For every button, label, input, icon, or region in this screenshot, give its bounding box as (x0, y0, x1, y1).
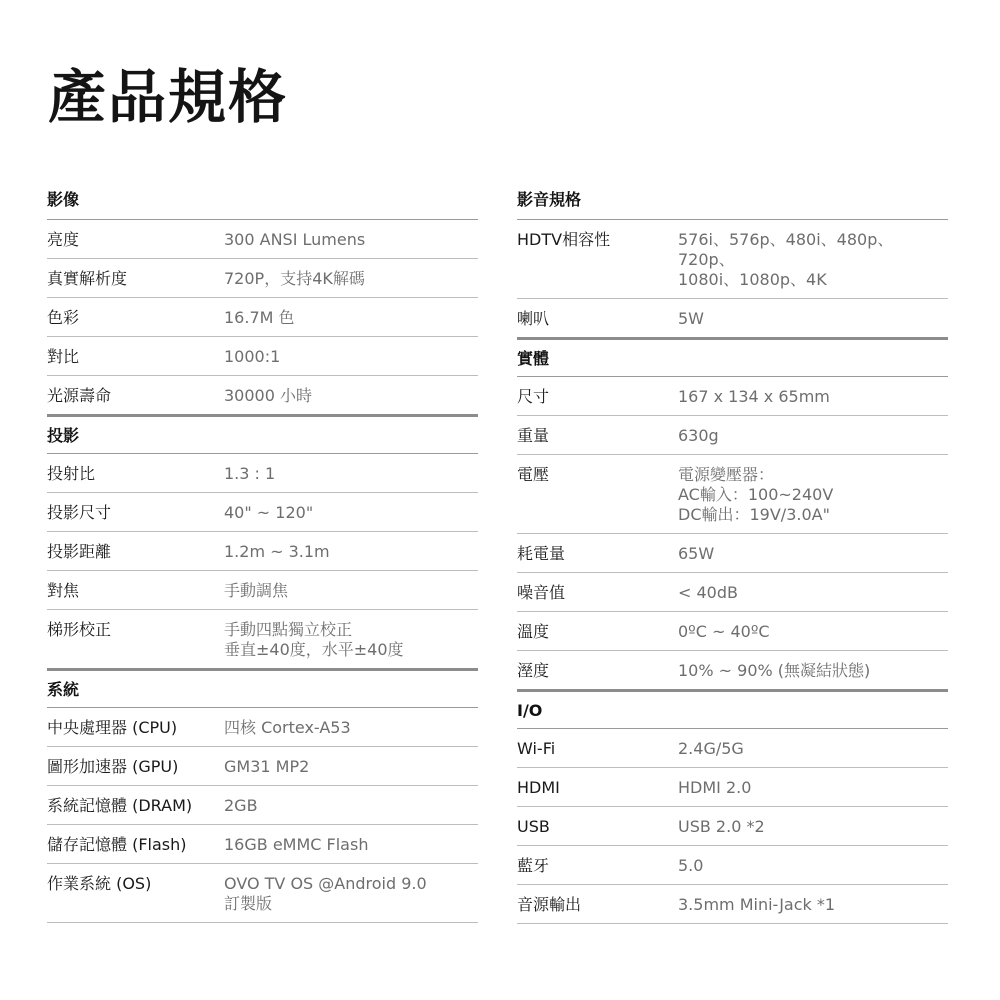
spec-value: 65W (678, 544, 715, 563)
spec-key: 重量 (517, 426, 550, 445)
spec-key: 噪音值 (517, 583, 566, 602)
spec-value: 0ºC ~ 40ºC (678, 622, 770, 641)
spec-row (47, 337, 478, 376)
spec-key: 儲存記憶體 (Flash) (47, 835, 187, 854)
spec-value: 電源變壓器： AC輸入：100~240V DC輸出：19V/3.0A" (678, 465, 834, 524)
spec-key: 投射比 (47, 464, 96, 483)
spec-row (517, 534, 948, 573)
spec-value: 16GB eMMC Flash (224, 835, 369, 854)
spec-value: 手動調焦 (224, 581, 289, 600)
spec-value: 720P，支持4K解碼 (224, 269, 365, 288)
spec-row (517, 885, 948, 924)
spec-row (47, 786, 478, 825)
spec-value: OVO TV OS @Android 9.0 訂製版 (224, 874, 427, 913)
spec-row (517, 846, 948, 885)
spec-value: < 40dB (678, 583, 738, 602)
spec-row (517, 729, 948, 768)
spec-row (47, 708, 478, 747)
spec-value: 630g (678, 426, 719, 445)
spec-row (47, 571, 478, 610)
spec-key: 真實解析度 (47, 269, 128, 288)
spec-value: 2GB (224, 796, 258, 815)
spec-row (47, 610, 478, 671)
spec-key: 電壓 (517, 465, 550, 484)
spec-value: 300 ANSI Lumens (224, 230, 366, 249)
spec-row (47, 825, 478, 864)
spec-key: USB (517, 817, 550, 836)
spec-key: 梯形校正 (47, 620, 112, 639)
spec-key: HDMI (517, 778, 560, 797)
spec-key: 對比 (47, 347, 80, 366)
spec-key: 耗電量 (517, 544, 566, 563)
spec-column-right (517, 183, 948, 924)
spec-key: 作業系統 (OS) (47, 874, 152, 893)
spec-value: 16.7M 色 (224, 308, 295, 327)
section-heading-io: I/O (517, 692, 948, 729)
spec-value: 1000:1 (224, 347, 281, 366)
spec-key: Wi-Fi (517, 739, 556, 758)
spec-value: HDMI 2.0 (678, 778, 752, 797)
spec-row (517, 416, 948, 455)
spec-value: 30000 小時 (224, 386, 312, 405)
spec-key: 溫度 (517, 622, 550, 641)
spec-key: 喇叭 (517, 309, 550, 328)
spec-key: 溼度 (517, 661, 550, 680)
spec-value: USB 2.0 *2 (678, 817, 765, 836)
spec-key: 光源壽命 (47, 386, 112, 405)
spec-key: 音源輸出 (517, 895, 582, 914)
spec-value: 手動四點獨立校正 垂直±40度，水平±40度 (224, 620, 404, 659)
spec-row (47, 376, 478, 417)
spec-row (47, 298, 478, 337)
spec-key: 中央處理器 (CPU) (47, 718, 178, 737)
section-heading-system: 系統 (47, 671, 478, 708)
spec-value: 576i、576p、480i、480p、720p、 1080i、1080p、4K (678, 230, 894, 289)
page-title: 產品規格 (48, 63, 289, 131)
section-heading-physical: 實體 (517, 340, 948, 377)
spec-row (47, 220, 478, 259)
spec-column-left (47, 183, 478, 923)
spec-value: 5.0 (678, 856, 704, 875)
spec-row (517, 807, 948, 846)
spec-row (517, 455, 948, 534)
spec-value: 1.2m ~ 3.1m (224, 542, 330, 561)
spec-row (517, 612, 948, 651)
spec-value: 3.5mm Mini-Jack *1 (678, 895, 836, 914)
spec-value: 10% ~ 90% (無凝結狀態) (678, 661, 871, 680)
spec-value: 40" ~ 120" (224, 503, 314, 522)
spec-row (47, 747, 478, 786)
spec-key: 尺寸 (517, 387, 550, 406)
spec-value: GM31 MP2 (224, 757, 310, 776)
spec-row (47, 454, 478, 493)
spec-key: 投影尺寸 (47, 503, 112, 522)
spec-row (517, 768, 948, 807)
spec-row (517, 573, 948, 612)
spec-row (517, 651, 948, 692)
spec-key: 系統記憶體 (DRAM) (47, 796, 193, 815)
spec-key: HDTV相容性 (517, 230, 611, 249)
spec-value: 167 x 134 x 65mm (678, 387, 830, 406)
section-heading-av: 影音規格 (517, 183, 948, 220)
spec-key: 投影距離 (47, 542, 112, 561)
spec-value: 四核 Cortex-A53 (224, 718, 351, 737)
spec-row (517, 377, 948, 416)
spec-key: 圖形加速器 (GPU) (47, 757, 179, 776)
spec-value: 1.3 : 1 (224, 464, 276, 483)
spec-row (47, 493, 478, 532)
spec-row (47, 259, 478, 298)
spec-key: 對焦 (47, 581, 80, 600)
spec-key: 色彩 (47, 308, 80, 327)
spec-key: 亮度 (47, 230, 80, 249)
spec-key: 藍牙 (517, 856, 550, 875)
spec-row (47, 864, 478, 923)
section-heading-image: 影像 (47, 183, 478, 220)
spec-value: 5W (678, 309, 704, 328)
spec-row (47, 532, 478, 571)
spec-value: 2.4G/5G (678, 739, 744, 758)
section-heading-projection: 投影 (47, 417, 478, 454)
spec-row (517, 220, 948, 299)
spec-row (517, 299, 948, 340)
